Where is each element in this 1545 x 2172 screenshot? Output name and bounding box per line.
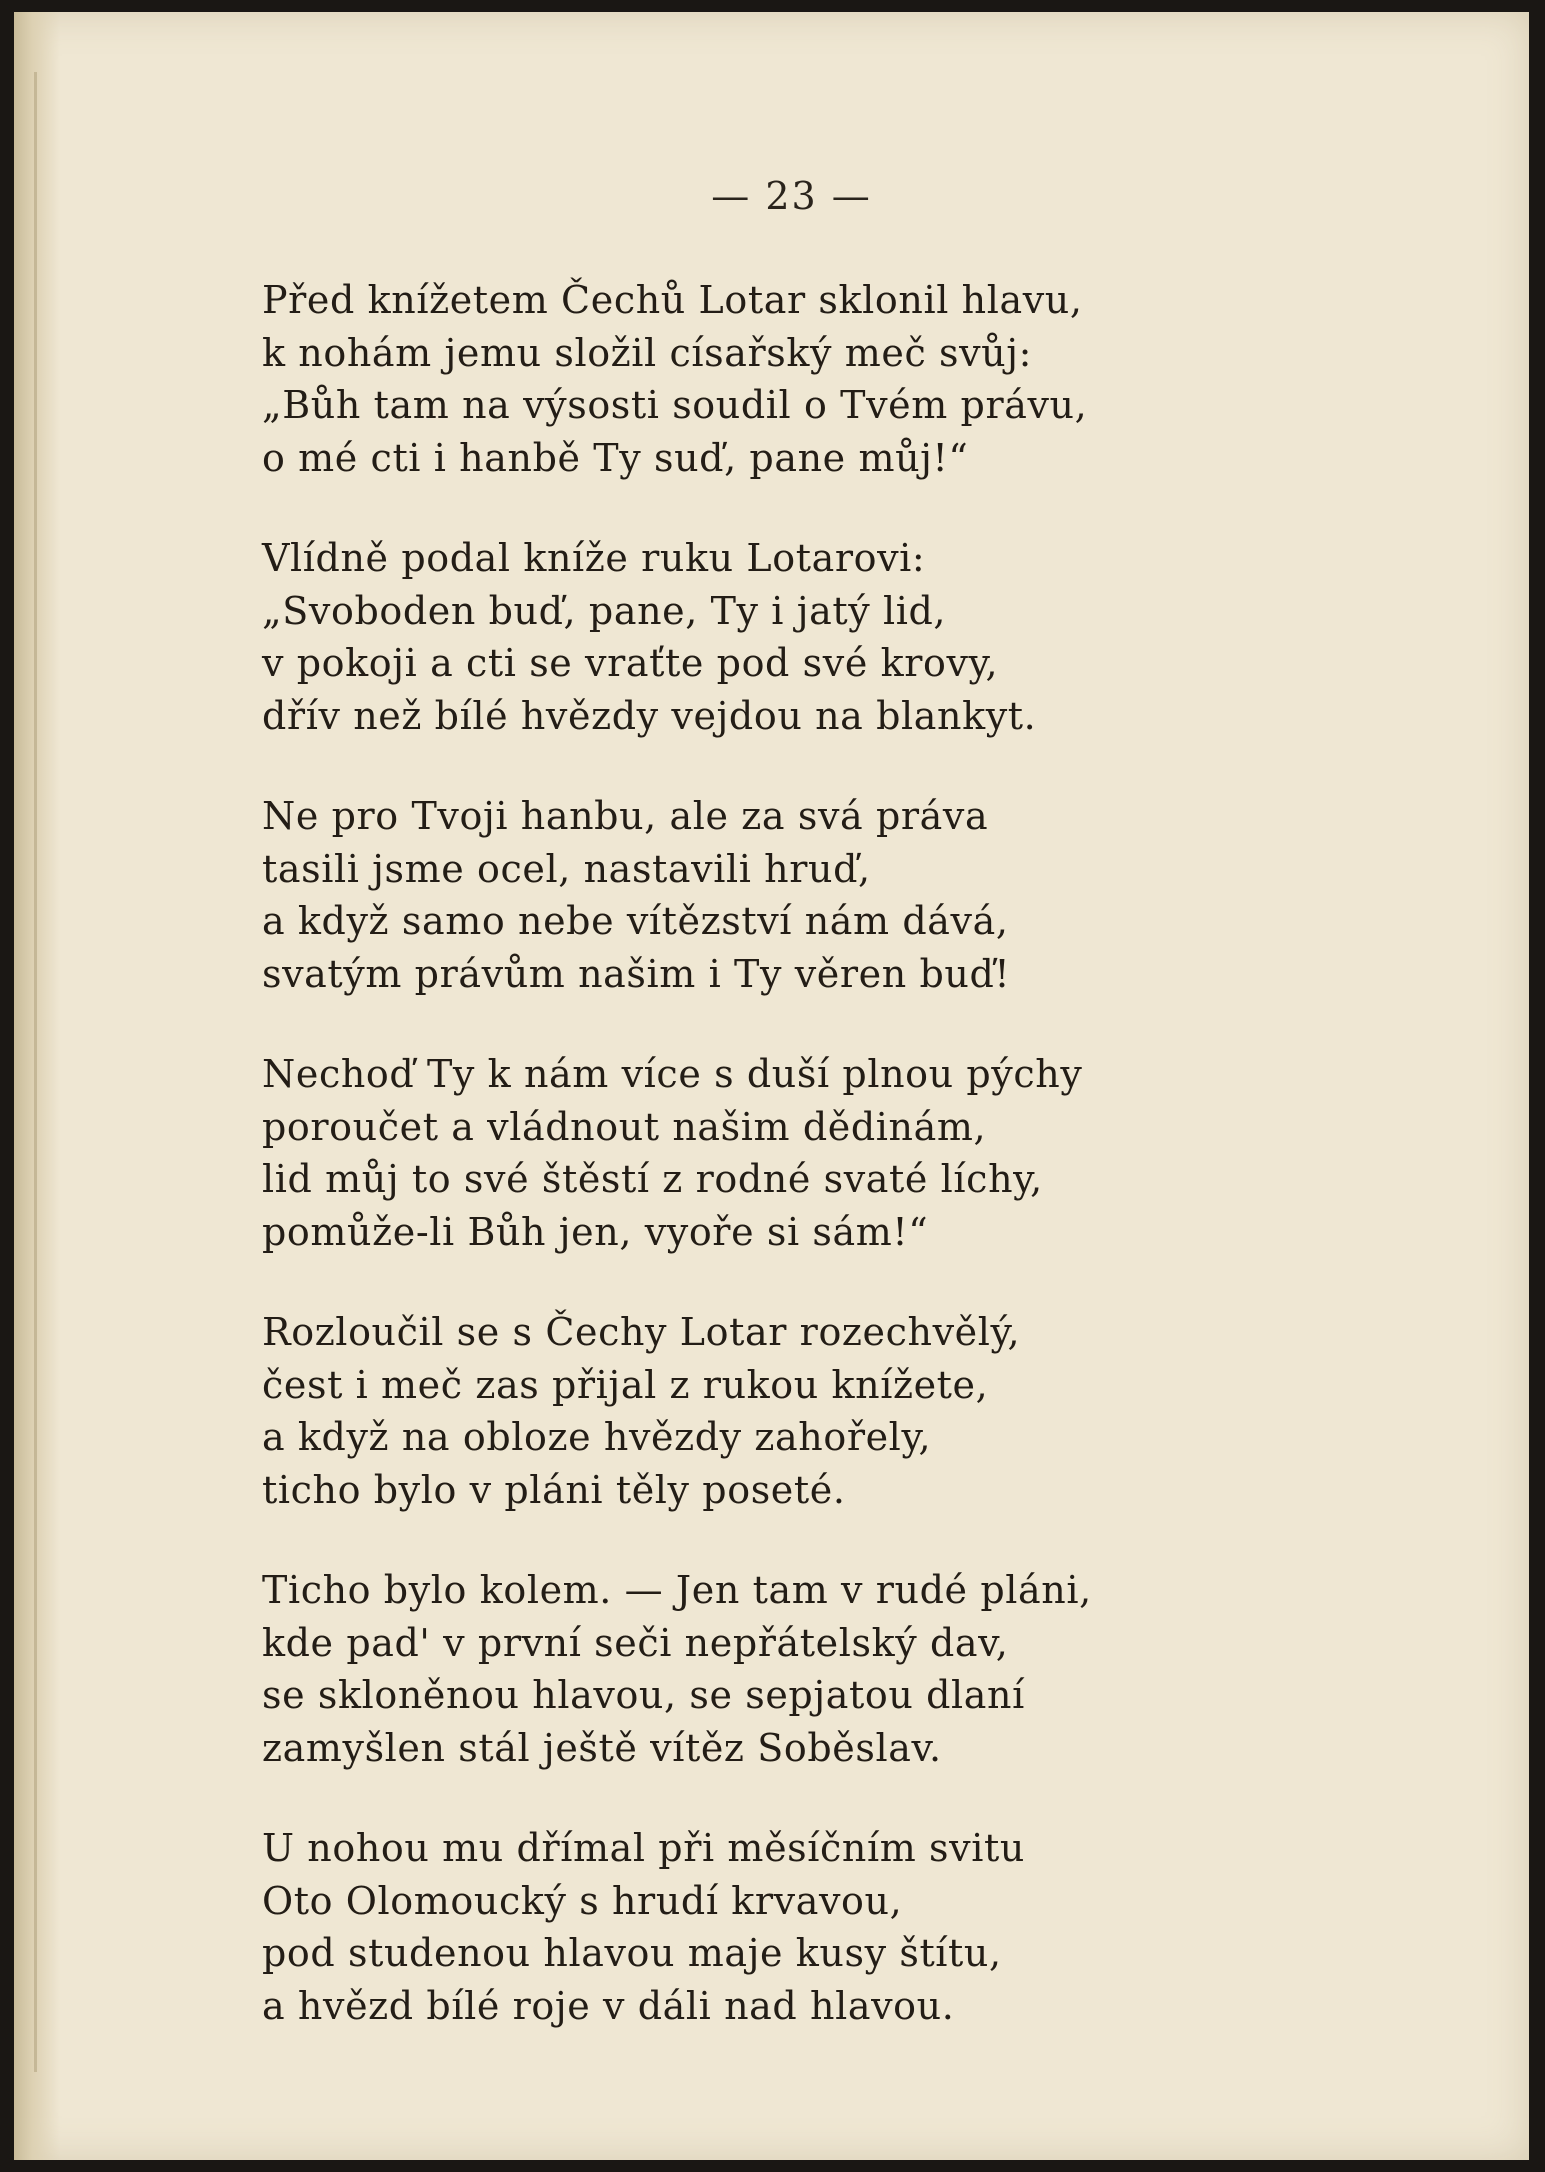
stanza-1: [262, 274, 1462, 484]
poem-line: U nohou mu dřímal při měsíčním svitu: [262, 1826, 1025, 1870]
poem-line: Ticho bylo kolem. — Jen tam v rudé pláni,: [262, 1568, 1092, 1612]
poem-line: dřív než bílé hvězdy vejdou na blankyt.: [262, 693, 1037, 738]
poem-line: pomůže-li Bůh jen, vyoře si sám!“: [262, 1209, 929, 1254]
poem-line: o mé cti i hanbě Ty suď, pane můj!“: [262, 435, 969, 480]
poem-line: lid můj to své štěstí z rodné svaté líchy,: [262, 1157, 1043, 1201]
poem-line: a když samo nebe vítězství nám dává,: [262, 899, 1009, 943]
poem-line: kde pad' v první seči nepřátelský dav,: [262, 1620, 1009, 1665]
stanza-3: [262, 790, 1462, 1000]
binding-line: [34, 72, 37, 2072]
stanza-5: [262, 1306, 1462, 1516]
page-gutter: [14, 12, 60, 2160]
poem-line: ticho bylo v pláni těly poseté.: [262, 1467, 846, 1512]
poem-line: Ne pro Tvoji hanbu, ale za svá práva: [262, 794, 989, 838]
poem-line: k nohám jemu složil císařský meč svůj:: [262, 330, 1033, 375]
stanza-4: [262, 1048, 1462, 1258]
poem-line: Před knížetem Čechů Lotar sklonil hlavu,: [262, 278, 1083, 322]
poem-line: Vlídně podal kníže ruku Lotarovi:: [262, 536, 926, 580]
poem-line: a když na obloze hvězdy zahořely,: [262, 1415, 932, 1459]
poem-line: a hvězd bílé roje v dáli nad hlavou.: [262, 1983, 955, 2028]
poem: [262, 274, 1462, 2080]
poem-line: zamyšlen stál ještě vítěz Soběslav.: [262, 1725, 942, 1770]
poem-line: Nechoď Ty k nám více s duší plnou pýchy: [262, 1052, 1083, 1096]
poem-line: čest i meč zas přijal z rukou knížete,: [262, 1362, 989, 1407]
poem-line: „Bůh tam na výsosti soudil o Tvém právu,: [262, 383, 1088, 427]
poem-line: se skloněnou hlavou, se sepjatou dlaní: [262, 1673, 1025, 1717]
stanza-6: [262, 1564, 1462, 1774]
poem-line: svatým právům našim i Ty věren buď!: [262, 951, 1011, 996]
poem-line: poroučet a vládnout našim dědinám,: [262, 1104, 987, 1149]
stanza-2: [262, 532, 1462, 742]
poem-line: Oto Olomoucký s hrudí krvavou,: [262, 1878, 903, 1923]
poem-line: Rozloučil se s Čechy Lotar rozechvělý,: [262, 1310, 1021, 1354]
page-number: — 23 —: [711, 174, 872, 218]
poem-line: tasili jsme ocel, nastavili hruď,: [262, 846, 871, 891]
poem-line: „Svoboden buď, pane, Ty i jatý lid,: [262, 588, 947, 633]
poem-line: v pokoji a cti se vraťte pod své krovy,: [262, 641, 999, 685]
poem-line: pod studenou hlavou maje kusy štítu,: [262, 1931, 1002, 1975]
stanza-7: [262, 1822, 1462, 2032]
book-page: [14, 12, 1529, 2160]
